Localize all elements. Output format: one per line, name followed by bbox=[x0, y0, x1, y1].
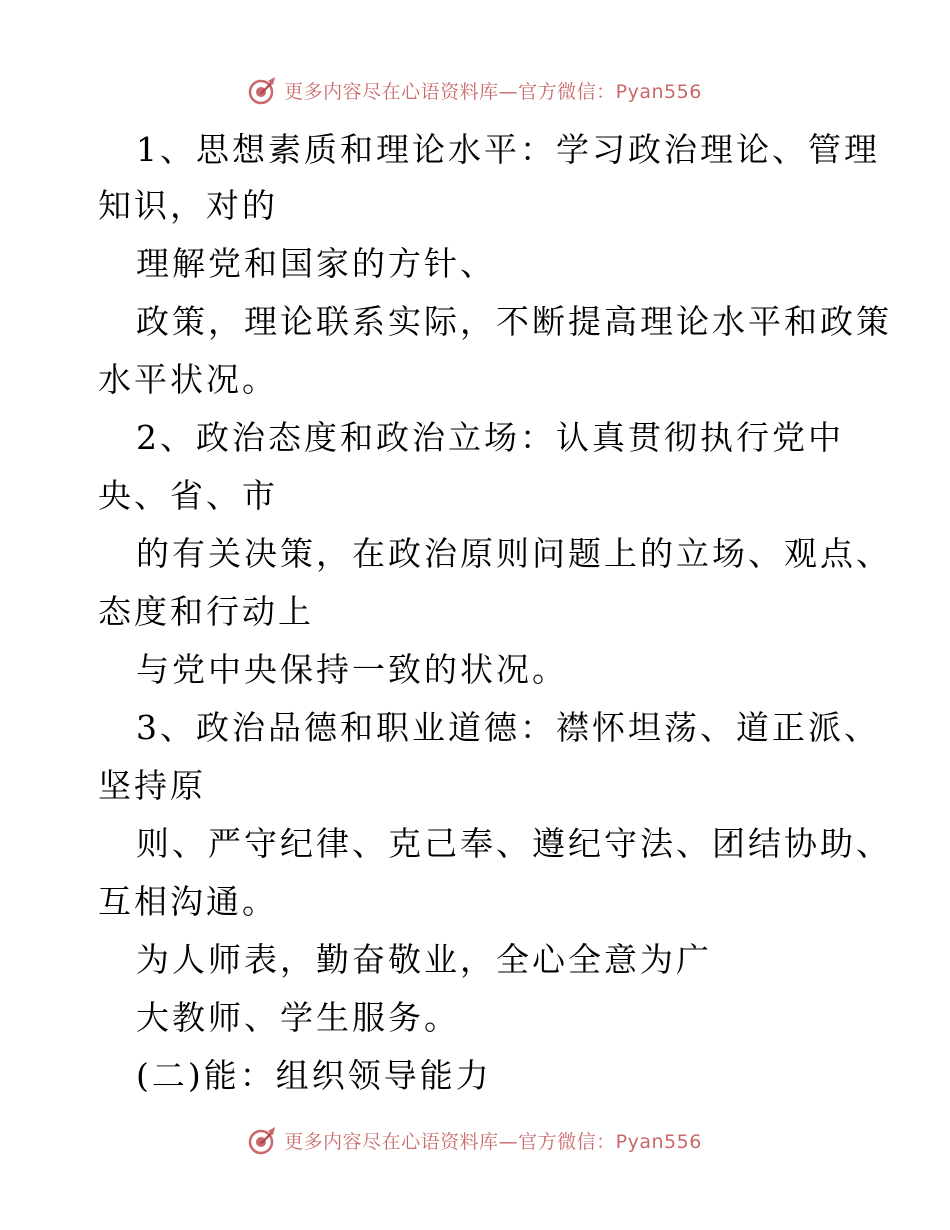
footer-watermark bbox=[0, 1120, 950, 1160]
text-line: 央、省、市 bbox=[98, 476, 278, 515]
quill-logo-icon bbox=[248, 75, 278, 105]
text-line: 的有关决策，在政治原则问题上的立场、观点、 bbox=[136, 534, 892, 573]
text-line: 1、思想素质和理论水平：学习政治理论、管理 bbox=[136, 130, 880, 169]
watermark-text: 更多内容尽在心语资料库—官方微信：Pyan556 bbox=[284, 80, 702, 103]
text-line: 与党中央保持一致的状况。 bbox=[136, 650, 568, 689]
quill-logo-icon bbox=[248, 1125, 278, 1155]
text-line: 3、政治品德和职业道德：襟怀坦荡、道正派、 bbox=[136, 708, 880, 747]
text-line: 政策，理论联系实际，不断提高理论水平和政策 bbox=[136, 302, 892, 341]
header-watermark bbox=[0, 70, 950, 110]
text-line: 大教师、学生服务。 bbox=[136, 998, 460, 1037]
text-line: 2、政治态度和政治立场：认真贯彻执行党中 bbox=[136, 418, 844, 457]
text-line: 态度和行动上 bbox=[98, 592, 314, 631]
text-line: 理解党和国家的方针、 bbox=[136, 244, 496, 283]
watermark-text: 更多内容尽在心语资料库—官方微信：Pyan556 bbox=[284, 1130, 702, 1153]
text-line: (二)能：组织领导能力 bbox=[136, 1056, 492, 1095]
text-line: 知识，对的 bbox=[98, 186, 278, 225]
text-line: 则、严守纪律、克己奉、遵纪守法、团结协助、 bbox=[136, 824, 892, 863]
text-line: 互相沟通。 bbox=[98, 882, 278, 921]
text-line: 为人师表，勤奋敬业，全心全意为广 bbox=[136, 940, 712, 979]
text-line: 水平状况。 bbox=[98, 360, 278, 399]
text-line: 坚持原 bbox=[98, 766, 206, 805]
